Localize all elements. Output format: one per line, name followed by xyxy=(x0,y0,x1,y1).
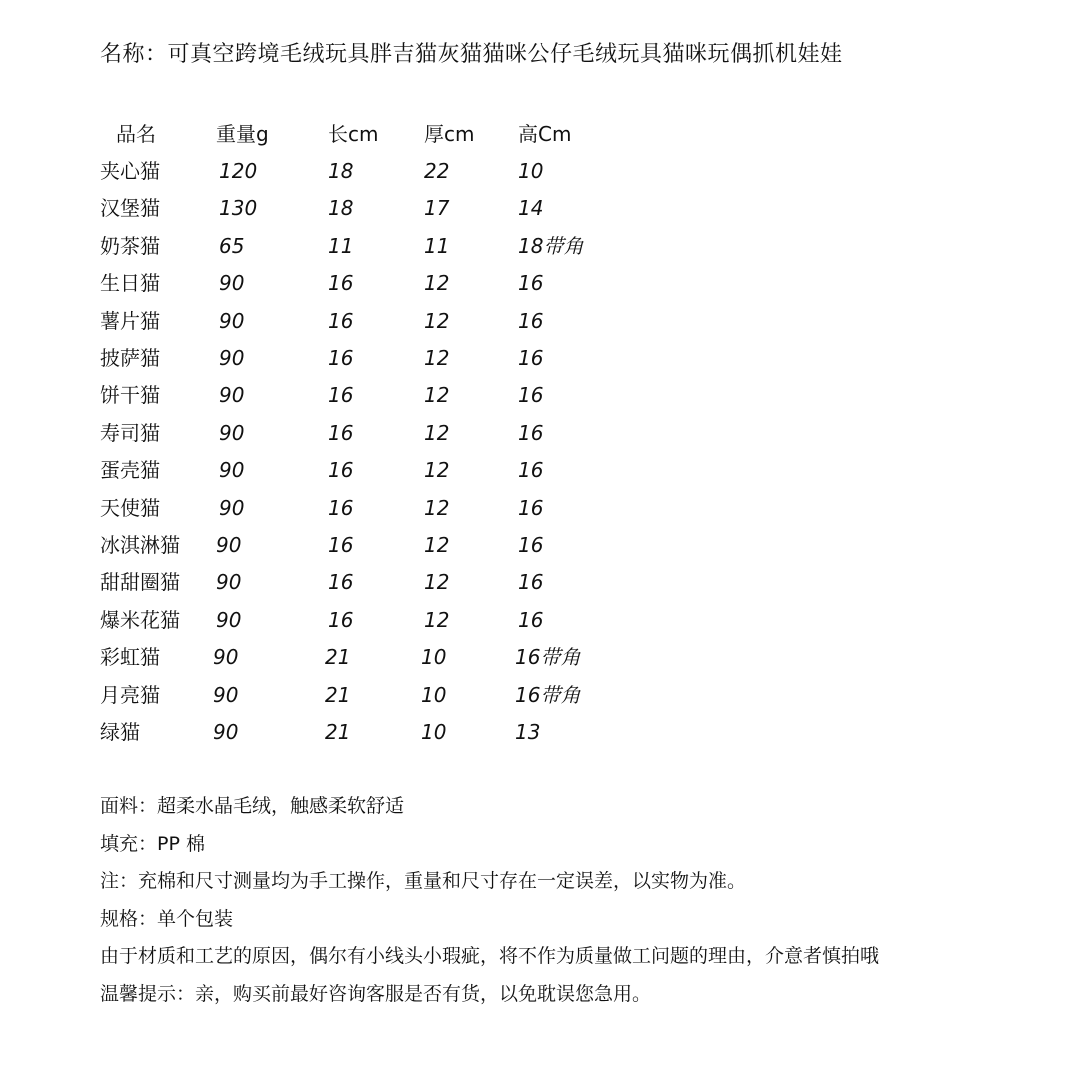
cell-name: 披萨猫 xyxy=(100,346,160,370)
cell-height: 13 xyxy=(515,720,541,744)
cell-thickness: 12 xyxy=(424,308,450,333)
table-row xyxy=(0,527,1080,563)
table-row xyxy=(0,639,1080,675)
cell-length: 18 xyxy=(328,159,354,183)
cell-weight: 90 xyxy=(216,533,242,557)
cell-thickness: 12 xyxy=(424,570,450,595)
table-row xyxy=(0,228,1080,264)
table-row xyxy=(0,153,1080,189)
table-header-row xyxy=(0,116,1080,152)
cell-length: 16 xyxy=(328,420,354,445)
cell-weight: 90 xyxy=(219,271,245,296)
cell-height: 14 xyxy=(518,196,544,221)
header-weight: 重量g xyxy=(216,122,269,146)
note-filling: 填充：PP 棉 xyxy=(100,832,205,855)
cell-thickness: 12 xyxy=(424,383,450,408)
cell-length: 16 xyxy=(328,533,354,557)
cell-thickness: 22 xyxy=(424,159,450,183)
table-row xyxy=(0,340,1080,376)
cell-length: 16 xyxy=(328,458,354,483)
note-measurement: 注：充棉和尺寸测量均为手工操作，重量和尺寸存在一定误差，以实物为准。 xyxy=(100,870,747,892)
cell-weight: 90 xyxy=(216,570,242,595)
cell-weight: 90 xyxy=(213,720,239,744)
cell-thickness: 10 xyxy=(421,720,447,744)
cell-length: 16 xyxy=(328,383,354,408)
note-packaging: 规格：单个包装 xyxy=(100,907,234,930)
cell-thickness: 10 xyxy=(421,645,447,670)
cell-height: 16 xyxy=(518,607,544,632)
cell-name: 月亮猫 xyxy=(100,682,160,707)
cell-height: 16 xyxy=(518,271,544,296)
cell-length: 21 xyxy=(325,720,351,744)
cell-weight: 90 xyxy=(219,420,245,445)
cell-thickness: 17 xyxy=(424,196,450,221)
table-row xyxy=(0,714,1080,750)
cell-weight: 90 xyxy=(213,645,239,670)
table-row xyxy=(0,452,1080,488)
note-flaws: 由于材质和工艺的原因，偶尔有小线头小瑕疵，将不作为质量做工问题的理由，介意者慎拍哦 xyxy=(100,945,880,967)
cell-thickness: 12 xyxy=(424,271,450,296)
cell-name: 饼干猫 xyxy=(100,383,160,408)
cell-length: 11 xyxy=(328,233,354,258)
cell-name: 爆米花猫 xyxy=(100,607,180,632)
cell-name: 夹心猫 xyxy=(100,159,160,183)
cell-weight: 65 xyxy=(219,233,245,258)
cell-weight: 90 xyxy=(216,607,242,632)
cell-weight: 90 xyxy=(219,383,245,408)
table-row xyxy=(0,265,1080,301)
table-row xyxy=(0,490,1080,526)
table-row xyxy=(0,377,1080,413)
cell-thickness: 12 xyxy=(424,533,450,557)
table-row xyxy=(0,564,1080,600)
cell-name: 薯片猫 xyxy=(100,308,160,333)
cell-height: 16 xyxy=(518,533,544,557)
table-row xyxy=(0,415,1080,451)
cell-height: 16 xyxy=(518,346,544,370)
cell-length: 18 xyxy=(328,196,354,221)
cell-name: 彩虹猫 xyxy=(100,645,160,670)
cell-thickness: 12 xyxy=(424,607,450,632)
cell-name: 甜甜圈猫 xyxy=(100,570,180,595)
cell-height: 16 xyxy=(518,495,544,520)
cell-height: 16带角 xyxy=(515,645,581,670)
cell-height: 16 xyxy=(518,383,544,408)
header-height: 高Cm xyxy=(518,122,572,146)
cell-length: 16 xyxy=(328,346,354,370)
cell-name: 天使猫 xyxy=(100,495,160,520)
cell-height: 16 xyxy=(518,420,544,445)
cell-thickness: 12 xyxy=(424,458,450,483)
cell-name: 生日猫 xyxy=(100,271,160,296)
cell-weight: 90 xyxy=(219,495,245,520)
cell-length: 16 xyxy=(328,495,354,520)
cell-thickness: 11 xyxy=(424,233,450,258)
cell-weight: 90 xyxy=(219,458,245,483)
cell-length: 16 xyxy=(328,271,354,296)
cell-thickness: 12 xyxy=(424,346,450,370)
cell-height: 18带角 xyxy=(518,233,584,258)
cell-thickness: 12 xyxy=(424,420,450,445)
table-row xyxy=(0,602,1080,638)
header-name: 品名 xyxy=(116,122,156,146)
cell-height: 16 xyxy=(518,570,544,595)
table-row xyxy=(0,303,1080,339)
cell-weight: 90 xyxy=(219,346,245,370)
cell-length: 16 xyxy=(328,607,354,632)
note-fabric: 面料：超柔水晶毛绒，触感柔软舒适 xyxy=(100,795,405,817)
cell-height: 16 xyxy=(518,458,544,483)
table-row xyxy=(0,190,1080,226)
cell-thickness: 12 xyxy=(424,495,450,520)
cell-height: 16 xyxy=(518,308,544,333)
cell-name: 汉堡猫 xyxy=(100,196,160,221)
cell-name: 寿司猫 xyxy=(100,420,160,445)
header-length: 长cm xyxy=(328,122,379,146)
cell-name: 冰淇淋猫 xyxy=(100,533,180,557)
cell-length: 16 xyxy=(328,570,354,595)
cell-weight: 90 xyxy=(219,308,245,333)
cell-name: 绿猫 xyxy=(100,720,140,744)
header-thickness: 厚cm xyxy=(424,122,475,146)
cell-height: 16带角 xyxy=(515,682,581,707)
cell-height: 10 xyxy=(518,159,544,183)
cell-weight: 120 xyxy=(219,159,258,183)
cell-name: 奶茶猫 xyxy=(100,233,160,258)
product-title: 名称：可真空跨境毛绒玩具胖吉猫灰猫猫咪公仔毛绒玩具猫咪玩偶抓机娃娃 xyxy=(100,42,843,67)
cell-length: 16 xyxy=(328,308,354,333)
cell-thickness: 10 xyxy=(421,682,447,707)
notes-section xyxy=(100,788,1060,1013)
cell-weight: 90 xyxy=(213,682,239,707)
table-row xyxy=(0,677,1080,713)
cell-name: 蛋壳猫 xyxy=(100,458,160,483)
note-tip: 温馨提示：亲，购买前最好咨询客服是否有货，以免耽误您急用。 xyxy=(100,982,652,1005)
cell-length: 21 xyxy=(325,682,351,707)
cell-weight: 130 xyxy=(219,196,258,221)
cell-length: 21 xyxy=(325,645,351,670)
